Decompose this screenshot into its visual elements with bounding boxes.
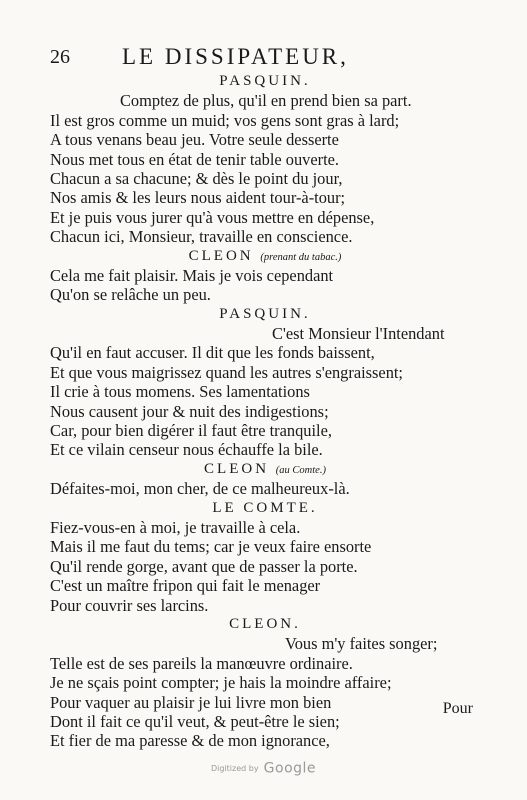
verse-line: Nos amis & les leurs nous aident tour-à-tour; [50, 188, 346, 208]
verse-line: Mais il me faut du tems; car je veux faire ensorte [50, 537, 372, 557]
verse-line: Qu'il rende gorge, avant que de passer la porte. [50, 556, 358, 576]
stage-direction: (au Comte.) [275, 464, 326, 476]
speaker-label: CLEON [188, 247, 254, 264]
page-header [50, 44, 480, 70]
verse-line: Pour couvrir ses larcins. [50, 595, 209, 615]
verse-line: Je ne sçais point compter; je hais la moindre affaire; [50, 673, 392, 693]
verse-line: Chacun ici, Monsieur, travaille en conscience. [50, 227, 353, 247]
catchword: Pour [442, 700, 473, 717]
page-number: 26 [50, 46, 70, 68]
verse-line: Et fier de ma paresse & de mon ignorance, [50, 731, 330, 751]
verse-line: Qu'on se relâche un peu. [50, 285, 211, 305]
speaker-name [50, 615, 480, 634]
running-title: LE DISSIPATEUR, [122, 44, 349, 69]
verse-line: Et ce vilain censeur nous échauffe la bile. [50, 440, 323, 460]
speaker-name [50, 247, 480, 266]
verse-line: Chacun a sa chacune; & dès le point du jour, [50, 168, 343, 188]
digitization-footer [0, 758, 527, 777]
speaker-label: PASQUIN. [219, 305, 311, 322]
speaker-label: PASQUIN. [219, 73, 311, 89]
verse-text [50, 72, 480, 751]
speaker-name [50, 72, 480, 91]
verse-line: Et je puis vous jurer qu'à vous mettre en dépense, [50, 207, 375, 227]
stage-direction: (prenant du tabac.) [260, 251, 342, 263]
speaker-name [50, 499, 480, 518]
verse-line: Qu'il en faut accuser. Il dit que les fonds baissent, [50, 343, 375, 363]
speaker-name [50, 305, 480, 324]
verse-line: Et que vous maigrissez quand les autres s'engraissent; [50, 362, 403, 382]
verse-line: Pour vaquer au plaisir je lui livre mon bien [50, 692, 332, 712]
verse-line: Dont il fait ce qu'il veut, & peut-être le sien; [50, 711, 340, 731]
google-logo: Google [263, 760, 317, 777]
speaker-label: CLEON. [229, 615, 301, 632]
speaker-name [50, 460, 480, 479]
verse-line: Comptez de plus, qu'il en prend bien sa part. [120, 91, 412, 111]
speaker-label: CLEON [204, 460, 270, 477]
verse-line: Il est gros comme un muid; vos gens sont gras à lard; [50, 110, 400, 130]
verse-line: Nous met tous en état de tenir table ouverte. [50, 149, 340, 169]
verse-line: Défaites-moi, mon cher, de ce malheureux-là. [50, 479, 350, 499]
verse-line: Nous causent jour & nuit des indigestions; [50, 401, 329, 421]
verse-line: Il crie à tous momens. Ses lamentations [50, 382, 310, 402]
verse-line: Fiez-vous-en à moi, je travaille à cela. [50, 517, 301, 537]
verse-line: Vous m'y faites songer; [285, 634, 438, 654]
verse-line: C'est Monsieur l'Intendant [272, 324, 445, 344]
verse-line: C'est un maître fripon qui fait le menager [50, 576, 321, 596]
digitized-by-label: Digitized by [210, 764, 259, 773]
speaker-label: LE COMTE. [212, 499, 318, 516]
verse-line: A tous venans beau jeu. Votre seule desserte [50, 130, 339, 150]
verse-line: Cela me fait plaisir. Mais je vois cependant [50, 265, 334, 285]
verse-line: Telle est de ses pareils la manœuvre ordinaire. [50, 653, 353, 673]
verse-line: Car, pour bien digérer il faut être tranquile, [50, 421, 332, 441]
